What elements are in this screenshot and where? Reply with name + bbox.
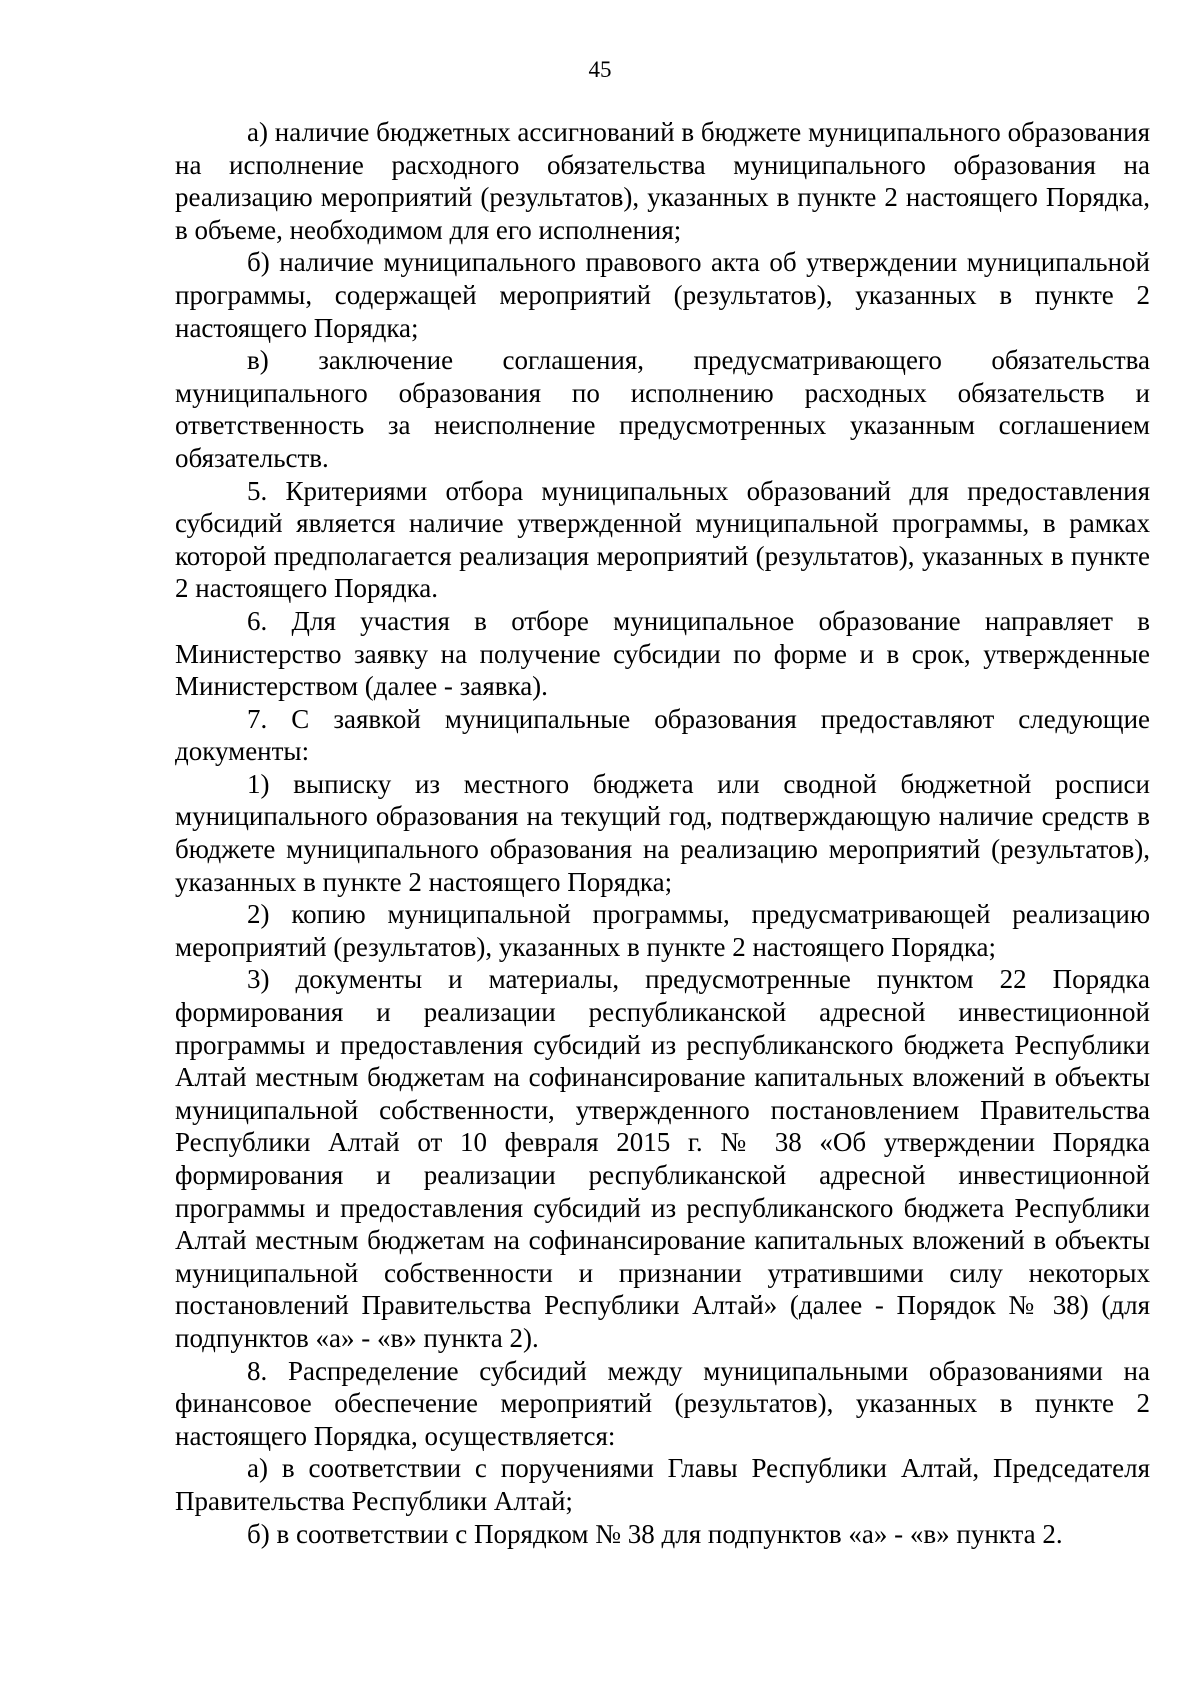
paragraph-7-1: 1) выписку из местного бюджета или сводной бюджетной росписи муниципального образования на текущий год, подтверждающую наличие средств в бюджете муниципального образования на реализацию мероприятий (результатов), указанных в пункте 2 настоящего Порядка; xyxy=(175,768,1150,897)
page-number: 45 xyxy=(588,57,612,82)
paragraph-7: 7. С заявкой муниципальные образования предоставляют следующие документы: xyxy=(175,703,1150,767)
paragraph-4a: а) наличие бюджетных ассигнований в бюджете муниципального образования на исполнение расходного обязательства муниципального образования на реализацию мероприятий (результатов), указанных в пункте 2 настоящего Порядка, в объеме, необходимом для его исполнения; xyxy=(175,117,1150,245)
paragraph-8: 8. Распределение субсидий между муниципальными образованиями на финансовое обеспечение мероприятий (результатов), указанных в пункте 2 настоящего Порядка, осуществляется: xyxy=(175,1355,1150,1451)
paragraph-6: 6. Для участия в отборе муниципальное образование направляет в Министерство заявку на получение субсидии по форме и в срок, утвержденные Министерством (далее - заявка). xyxy=(175,605,1150,702)
paragraph-4b: б) наличие муниципального правового акта об утверждении муниципальной программы, содержащей мероприятий (результатов), указанных в пункте 2 настоящего Порядка; xyxy=(175,247,1150,343)
paragraph-7-2: 2) копию муниципальной программы, предусматривающей реализацию мероприятий (результатов), указанных в пункте 2 настоящего Порядка; xyxy=(175,899,1150,962)
paragraph-7-3: 3) документы и материалы, предусмотренные пунктом 22 Порядка формирования и реализации республиканской адресной инвестиционной программы и предоставления субсидий из республиканского бюджета Республики Алтай местным бюджетам на софинансирование капитальных вложений в объекты муниципальной собственности, утвержденного постановлением Правительства Республики Алтай от 10 февраля 2015 г. № 38 «Об утверждении Порядка формирования и реализации республиканской адресной инвестиционной программы и предоставления субсидий из республиканского бюджета Республики Алтай местным бюджетам на софинансирование капитальных вложений в объекты муниципальной собственности и признании утратившими силу некоторых постановлений Правительства Республики Алтай» (далее - Порядок № 38) (для подпунктов «а» - «в» пункта 2). xyxy=(175,964,1150,1353)
paragraph-8b: б) в соответствии с Порядком № 38 для подпунктов «а» - «в» пункта 2. xyxy=(247,1518,1063,1549)
paragraph-4v: в) заключение соглашения, предусматривающего обязательства муниципального образования по исполнению расходных обязательств и ответственность за неисполнение предусмотренных указанным соглашением обязательств. xyxy=(175,345,1150,473)
paragraph-5: 5. Критериями отбора муниципальных образований для предоставления субсидий является наличие утвержденной муниципальной программы, в рамках которой предполагается реализация мероприятий (результатов), указанных в пункте 2 настоящего Порядка. xyxy=(175,475,1150,604)
paragraph-8a: а) в соответствии с поручениями Главы Республики Алтай, Председателя Правительства Республики Алтай; xyxy=(175,1453,1150,1516)
document-body xyxy=(175,116,1150,1550)
